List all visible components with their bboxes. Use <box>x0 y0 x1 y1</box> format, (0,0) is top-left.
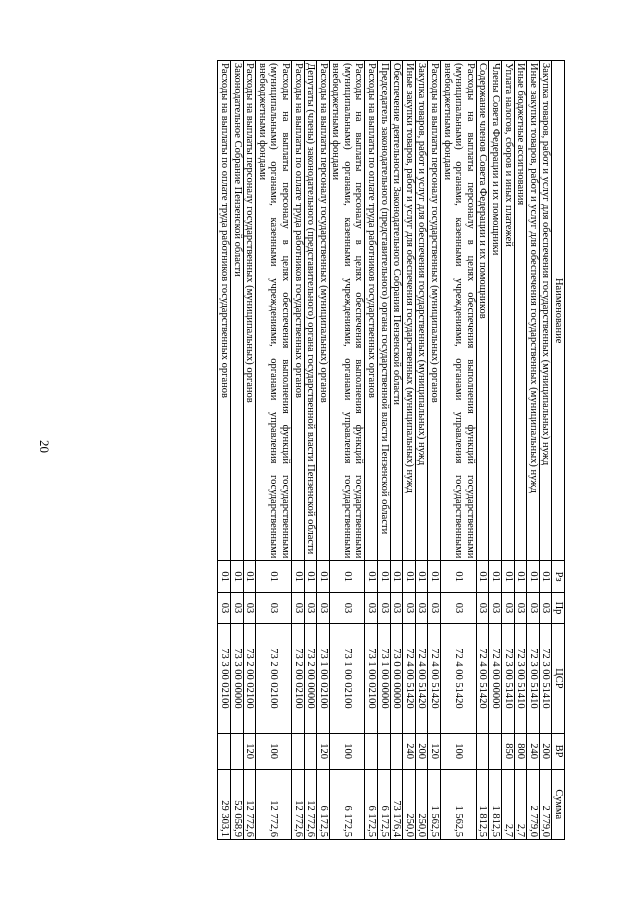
cell-sum: 1 812,5 <box>489 769 502 839</box>
cell-name: Председатель законодательного (представительного) органа государственной власти Пензенской области <box>378 61 391 561</box>
cell-rz: 01 <box>403 561 416 592</box>
cell-rz: 01 <box>256 561 292 592</box>
cell-pr: 03 <box>415 592 428 623</box>
cell-csr: 72 4 00 51420 <box>428 624 441 733</box>
cell-csr: 72 3 00 51410 <box>527 624 540 733</box>
cell-pr: 03 <box>317 592 330 623</box>
cell-sum: 29 303,1 <box>218 769 231 839</box>
cell-rz: 01 <box>441 561 477 592</box>
cell-rz: 01 <box>365 561 378 592</box>
cell-vr: 120 <box>428 733 441 769</box>
cell-sum: 12 772,6 <box>304 769 317 839</box>
cell-rz: 01 <box>304 561 317 592</box>
cell-csr: 73 1 00 02100 <box>365 624 378 733</box>
cell-pr: 03 <box>514 592 527 623</box>
cell-rz: 01 <box>514 561 527 592</box>
cell-sum: 2 779,0 <box>539 769 552 839</box>
table-row <box>539 61 552 840</box>
table-row <box>428 61 441 840</box>
table-row <box>476 61 489 840</box>
cell-vr <box>304 733 317 769</box>
cell-rz: 01 <box>291 561 304 592</box>
cell-sum: 73 176,4 <box>390 769 403 839</box>
cell-sum: 12 772,6 <box>243 769 256 839</box>
table-row <box>527 61 540 840</box>
cell-vr: 240 <box>403 733 416 769</box>
cell-pr: 03 <box>502 592 515 623</box>
cell-vr <box>218 733 231 769</box>
table-row <box>329 61 365 840</box>
cell-pr: 03 <box>539 592 552 623</box>
cell-name: Расходы на выплаты по оплате труда работников государственных органов <box>291 61 304 561</box>
table-row <box>230 61 243 840</box>
cell-name: Иные закупки товаров, работ и услуг для обеспечения государственных (муниципальных) нужд <box>527 61 540 561</box>
cell-pr: 03 <box>428 592 441 623</box>
cell-vr: 200 <box>539 733 552 769</box>
cell-csr: 72 3 00 51410 <box>502 624 515 733</box>
cell-rz: 01 <box>243 561 256 592</box>
header-pr: Пр <box>552 592 565 623</box>
cell-rz: 01 <box>415 561 428 592</box>
cell-sum: 6 172,5 <box>365 769 378 839</box>
cell-sum: 6 172,5 <box>378 769 391 839</box>
table-header-row <box>552 61 565 840</box>
cell-pr: 03 <box>291 592 304 623</box>
cell-pr: 03 <box>329 592 365 623</box>
cell-name: Уплата налогов, сборов и иных платежей <box>502 61 515 561</box>
cell-name: Расходы на выплаты персоналу государственных (муниципальных) органов <box>243 61 256 561</box>
cell-csr: 73 2 00 02100 <box>291 624 304 733</box>
cell-rz: 01 <box>329 561 365 592</box>
header-rz: Рз <box>552 561 565 592</box>
cell-vr: 240 <box>527 733 540 769</box>
cell-name: Члены Совета Федерации и их помощники <box>489 61 502 561</box>
table-row <box>514 61 527 840</box>
cell-sum: 1 812,5 <box>476 769 489 839</box>
cell-csr: 72 4 00 51420 <box>403 624 416 733</box>
cell-name: Содержание членов Совета Федерации и их помощников <box>476 61 489 561</box>
cell-name: Обеспечение деятельности Законодательного Собрания Пензенской области <box>390 61 403 561</box>
table-row <box>243 61 256 840</box>
cell-rz: 01 <box>378 561 391 592</box>
cell-vr <box>476 733 489 769</box>
cell-sum: 2 779,0 <box>527 769 540 839</box>
cell-rz: 01 <box>317 561 330 592</box>
cell-vr: 120 <box>317 733 330 769</box>
cell-pr: 03 <box>365 592 378 623</box>
header-vr: ВР <box>552 733 565 769</box>
cell-rz: 01 <box>390 561 403 592</box>
cell-csr: 72 3 00 51410 <box>539 624 552 733</box>
cell-pr: 03 <box>256 592 292 623</box>
table-row <box>304 61 317 840</box>
cell-csr: 73 3 00 02100 <box>218 624 231 733</box>
cell-rz: 01 <box>489 561 502 592</box>
cell-vr: 100 <box>329 733 365 769</box>
table-row <box>403 61 416 840</box>
cell-sum: 6 172,5 <box>317 769 330 839</box>
table-row <box>441 61 477 840</box>
cell-rz: 01 <box>502 561 515 592</box>
cell-pr: 03 <box>243 592 256 623</box>
cell-csr: 73 1 00 00000 <box>378 624 391 733</box>
cell-vr: 850 <box>502 733 515 769</box>
cell-pr: 03 <box>441 592 477 623</box>
cell-rz: 01 <box>539 561 552 592</box>
table-row <box>256 61 292 840</box>
cell-name: Расходы на выплаты персоналу в целях обеспечения выполнения функций государственными (муниципальными) органами, казенными учреждениями, органами управления государственными внебюджетными фондами <box>441 61 477 561</box>
cell-sum: 250,0 <box>403 769 416 839</box>
cell-vr: 100 <box>441 733 477 769</box>
cell-name: Законодательное Собрание Пензенской области <box>230 61 243 561</box>
cell-csr: 72 4 00 00000 <box>489 624 502 733</box>
cell-csr: 73 1 00 02100 <box>329 624 365 733</box>
cell-vr: 100 <box>256 733 292 769</box>
cell-name: Закупка товаров, работ и услуг для обеспечения государственных (муниципальных) нужд <box>415 61 428 561</box>
table-row <box>390 61 403 840</box>
cell-sum: 250,0 <box>415 769 428 839</box>
cell-rz: 01 <box>476 561 489 592</box>
cell-vr <box>489 733 502 769</box>
cell-pr: 03 <box>218 592 231 623</box>
cell-sum: 6 172,5 <box>329 769 365 839</box>
cell-sum: 1 562,5 <box>428 769 441 839</box>
cell-csr: 72 3 00 51410 <box>514 624 527 733</box>
cell-rz: 01 <box>428 561 441 592</box>
page-number: 20 <box>37 440 52 453</box>
header-sum: Сумма <box>552 769 565 839</box>
cell-vr <box>365 733 378 769</box>
cell-sum: 1 562,5 <box>441 769 477 839</box>
table-body <box>218 61 552 840</box>
cell-name: Иные закупки товаров, работ и услуг для обеспечения государственных (муниципальных) нужд <box>403 61 416 561</box>
cell-rz: 01 <box>527 561 540 592</box>
cell-name: Расходы на выплаты персоналу государственных (муниципальных) органов <box>317 61 330 561</box>
cell-name: Иные бюджетные ассигнования <box>514 61 527 561</box>
cell-name: Депутаты (члены) законодательного (представительного) органа государственной власти Пензенской области <box>304 61 317 561</box>
cell-pr: 03 <box>230 592 243 623</box>
table-row <box>317 61 330 840</box>
cell-name: Расходы на выплаты персоналу государственных (муниципальных) органов <box>428 61 441 561</box>
cell-sum: 52 058,9 <box>230 769 243 839</box>
cell-csr: 72 4 00 51420 <box>476 624 489 733</box>
cell-vr <box>378 733 391 769</box>
cell-vr: 120 <box>243 733 256 769</box>
cell-sum: 12 772,6 <box>291 769 304 839</box>
table-row <box>365 61 378 840</box>
cell-sum: 2,7 <box>514 769 527 839</box>
cell-vr <box>291 733 304 769</box>
cell-csr: 72 4 00 51420 <box>441 624 477 733</box>
cell-pr: 03 <box>304 592 317 623</box>
cell-vr: 200 <box>415 733 428 769</box>
table-row <box>291 61 304 840</box>
table-row <box>218 61 231 840</box>
cell-pr: 03 <box>527 592 540 623</box>
cell-pr: 03 <box>390 592 403 623</box>
cell-pr: 03 <box>476 592 489 623</box>
table-row <box>502 61 515 840</box>
cell-name: Расходы на выплаты по оплате труда работников государственных органов <box>218 61 231 561</box>
cell-csr: 73 2 00 02100 <box>256 624 292 733</box>
cell-vr <box>390 733 403 769</box>
cell-name: Расходы на выплаты персоналу в целях обеспечения выполнения функций государственными (муниципальными) органами, казенными учреждениями, органами управления государственными внебюджетными фондами <box>329 61 365 561</box>
cell-pr: 03 <box>489 592 502 623</box>
cell-csr: 73 2 00 00000 <box>304 624 317 733</box>
cell-csr: 72 4 00 51420 <box>415 624 428 733</box>
table-row <box>415 61 428 840</box>
table-row <box>378 61 391 840</box>
cell-name: Расходы на выплаты персоналу в целях обеспечения выполнения функций государственными (муниципальными) органами, казенными учреждениями, органами управления государственными внебюджетными фондами <box>256 61 292 561</box>
cell-csr: 73 3 00 00000 <box>230 624 243 733</box>
cell-csr: 73 0 00 00000 <box>390 624 403 733</box>
cell-vr <box>230 733 243 769</box>
cell-csr: 73 1 00 02100 <box>317 624 330 733</box>
budget-table <box>217 60 565 840</box>
cell-name: Расходы на выплаты по оплате труда работников государственных органов <box>365 61 378 561</box>
cell-csr: 73 2 00 02100 <box>243 624 256 733</box>
budget-table-container <box>85 60 565 840</box>
cell-rz: 01 <box>230 561 243 592</box>
cell-sum: 12 772,6 <box>256 769 292 839</box>
cell-rz: 01 <box>218 561 231 592</box>
header-csr: ЦСР <box>552 624 565 733</box>
cell-pr: 03 <box>378 592 391 623</box>
table-row <box>489 61 502 840</box>
cell-vr: 800 <box>514 733 527 769</box>
cell-sum: 2,7 <box>502 769 515 839</box>
cell-name: Закупка товаров, работ и услуг для обеспечения государственных (муниципальных) нужд <box>539 61 552 561</box>
cell-pr: 03 <box>403 592 416 623</box>
header-name: Наименование <box>552 61 565 561</box>
